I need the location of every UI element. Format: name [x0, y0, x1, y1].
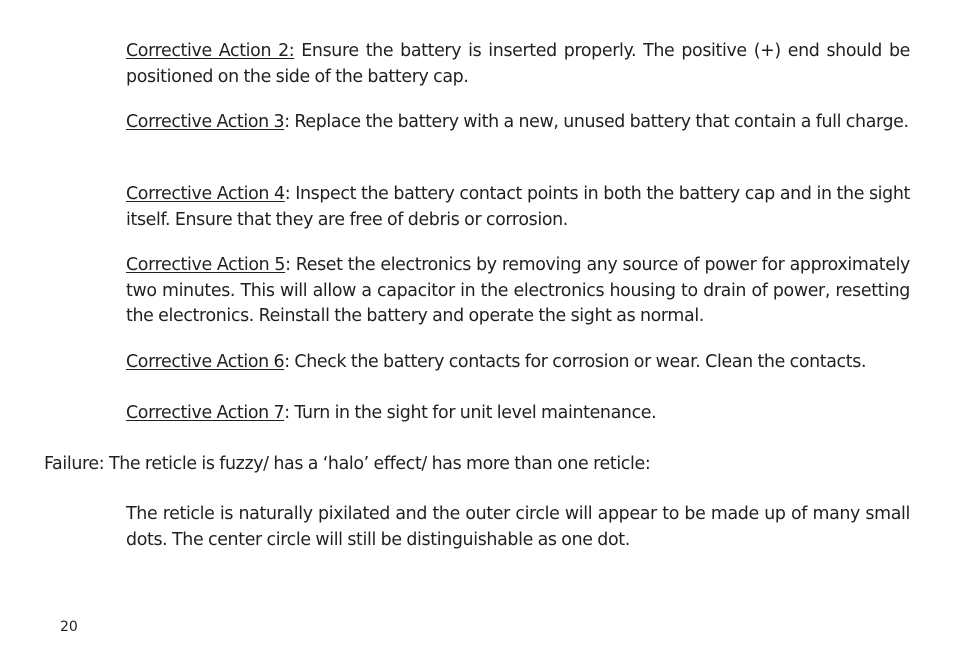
corrective-action-label: Corrective Action 6	[126, 352, 285, 372]
corrective-action-label: Corrective Action 4	[126, 184, 285, 204]
corrective-action-3	[126, 110, 910, 136]
failure-heading: Failure: The reticle is fuzzy/ has a ‘halo’ effect/ has more than one reticle:	[44, 454, 651, 474]
corrective-action-label: Corrective Action 3	[126, 112, 285, 132]
corrective-action-text: Ensure the battery is inserted properly. The positive (+) end should be positioned on the side of the battery cap.	[126, 41, 910, 87]
corrective-action-text: : Replace the battery with a new, unused battery that contain a full charge.	[284, 112, 909, 132]
corrective-action-5	[126, 253, 910, 330]
corrective-action-text: : Check the battery contacts for corrosion or wear. Clean the contacts.	[284, 352, 867, 372]
corrective-action-7	[126, 401, 910, 427]
corrective-action-text: : Inspect the battery contact points in both the battery cap and in the sight itself. Ensure that they are free of debris or corrosion.	[126, 184, 910, 230]
corrective-action-label: Corrective Action 7	[126, 403, 285, 423]
corrective-action-2	[126, 39, 910, 90]
corrective-action-6	[126, 350, 910, 376]
failure-explanation: The reticle is naturally pixilated and the outer circle will appear to be made up of many small dots. The center circle will still be distinguishable as one dot.	[126, 504, 910, 550]
corrective-action-text: : Turn in the sight for unit level maintenance.	[284, 403, 657, 423]
corrective-action-text: : Reset the electronics by removing any source of power for approximately two minutes. This will allow a capacitor in the electronics housing to drain of power, resetting the electronics. Reinstall the battery and operate the sight as normal.	[126, 255, 910, 326]
corrective-action-label: Corrective Action 2:	[126, 41, 295, 61]
page-number: 20	[60, 619, 78, 635]
corrective-action-label: Corrective Action 5	[126, 255, 286, 275]
corrective-action-4	[126, 182, 910, 233]
